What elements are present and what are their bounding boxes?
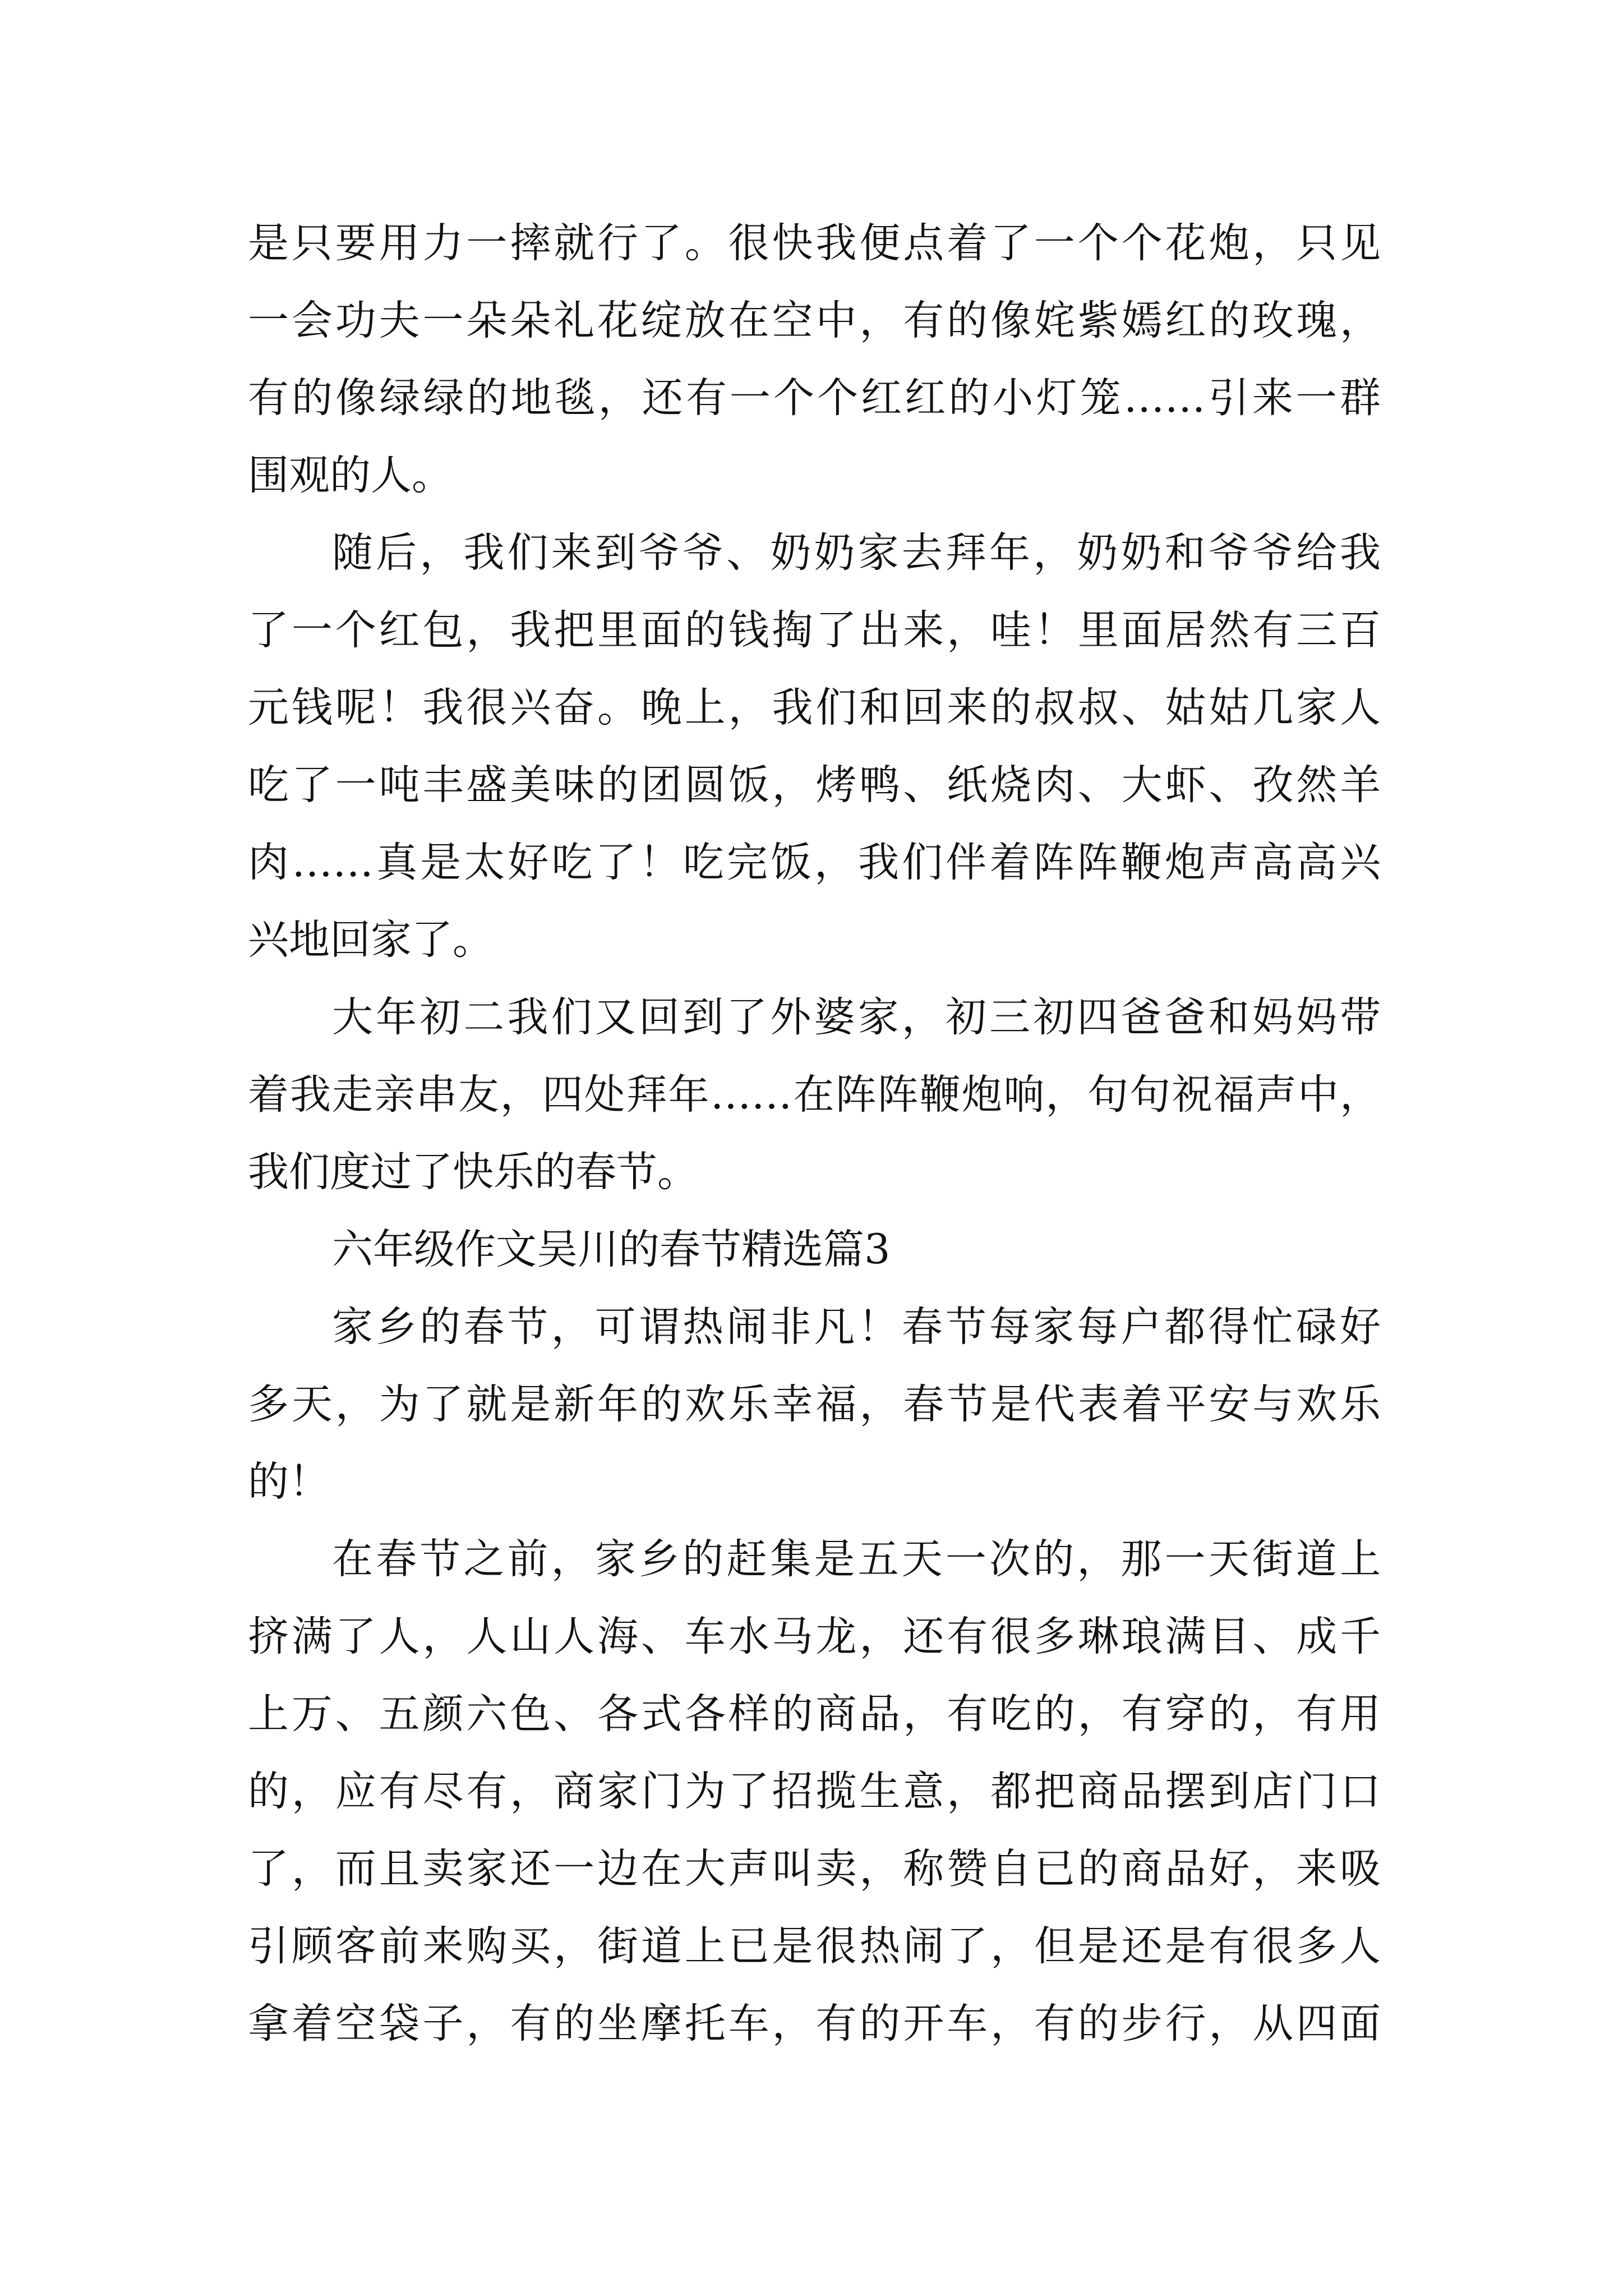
- text-line-18: 在春节之前，家乡的赶集是五天一次的，那一天街道上: [332, 1535, 1381, 1583]
- section-heading: 六年级作文吴川的春节精选篇3: [332, 1226, 891, 1273]
- essay-body: [248, 205, 1381, 2063]
- text-line-15: 家乡的春节，可谓热闹非凡！春节每家每户都得忙碌好: [332, 1303, 1381, 1351]
- text-line-10: 兴地回家了。: [248, 916, 494, 964]
- text-line-7: 元钱呢！我很兴奋。晚上，我们和回来的叔叔、姑姑几家人: [248, 684, 1381, 731]
- text-line-17: 的！: [248, 1458, 330, 1506]
- text-line-8: 吃了一吨丰盛美味的团圆饭，烤鸭、纸烧肉、大虾、孜然羊: [248, 761, 1381, 809]
- text-line-6: 了一个红包，我把里面的钱掏了出来，哇！里面居然有三百: [248, 606, 1381, 654]
- text-line-5: 随后，我们来到爷爷、奶奶家去拜年，奶奶和爷爷给我: [332, 529, 1381, 577]
- text-line-11: 大年初二我们又回到了外婆家，初三初四爸爸和妈妈带: [332, 993, 1381, 1041]
- text-line-22: 了，而且卖家还一边在大声叫卖，称赞自已的商品好，来吸: [248, 1845, 1381, 1893]
- text-line-19: 挤满了人，人山人海、车水马龙，还有很多琳琅满目、成千: [248, 1613, 1381, 1660]
- text-line-20: 上万、五颜六色、各式各样的商品，有吃的，有穿的，有用: [248, 1690, 1381, 1738]
- text-line-4: 围观的人。: [248, 452, 453, 499]
- text-line-13: 我们度过了快乐的春节。: [248, 1148, 698, 1196]
- text-line-9: 肉……真是太好吃了！吃完饭，我们伴着阵阵鞭炮声高高兴: [248, 839, 1381, 886]
- text-line-24: 拿着空袋子，有的坐摩托车，有的开车，有的步行，从四面: [248, 2000, 1381, 2047]
- text-line-1: 是只要用力一摔就行了。很快我便点着了一个个花炮，只见: [248, 219, 1381, 267]
- text-line-21: 的，应有尽有，商家门为了招揽生意，都把商品摆到店门口: [248, 1768, 1381, 1815]
- text-line-2: 一会功夫一朵朵礼花绽放在空中，有的像姹紫嫣红的玫瑰，: [248, 297, 1381, 344]
- text-line-3: 有的像绿绿的地毯，还有一个个红红的小灯笼……引来一群: [248, 374, 1381, 422]
- text-line-12: 着我走亲串友，四处拜年……在阵阵鞭炮响，句句祝福声中，: [248, 1071, 1381, 1119]
- text-line-23: 引顾客前来购买，街道上已是很热闹了，但是还是有很多人: [248, 1922, 1381, 1970]
- text-line-16: 多天，为了就是新年的欢乐幸福，春节是代表着平安与欢乐: [248, 1381, 1381, 1428]
